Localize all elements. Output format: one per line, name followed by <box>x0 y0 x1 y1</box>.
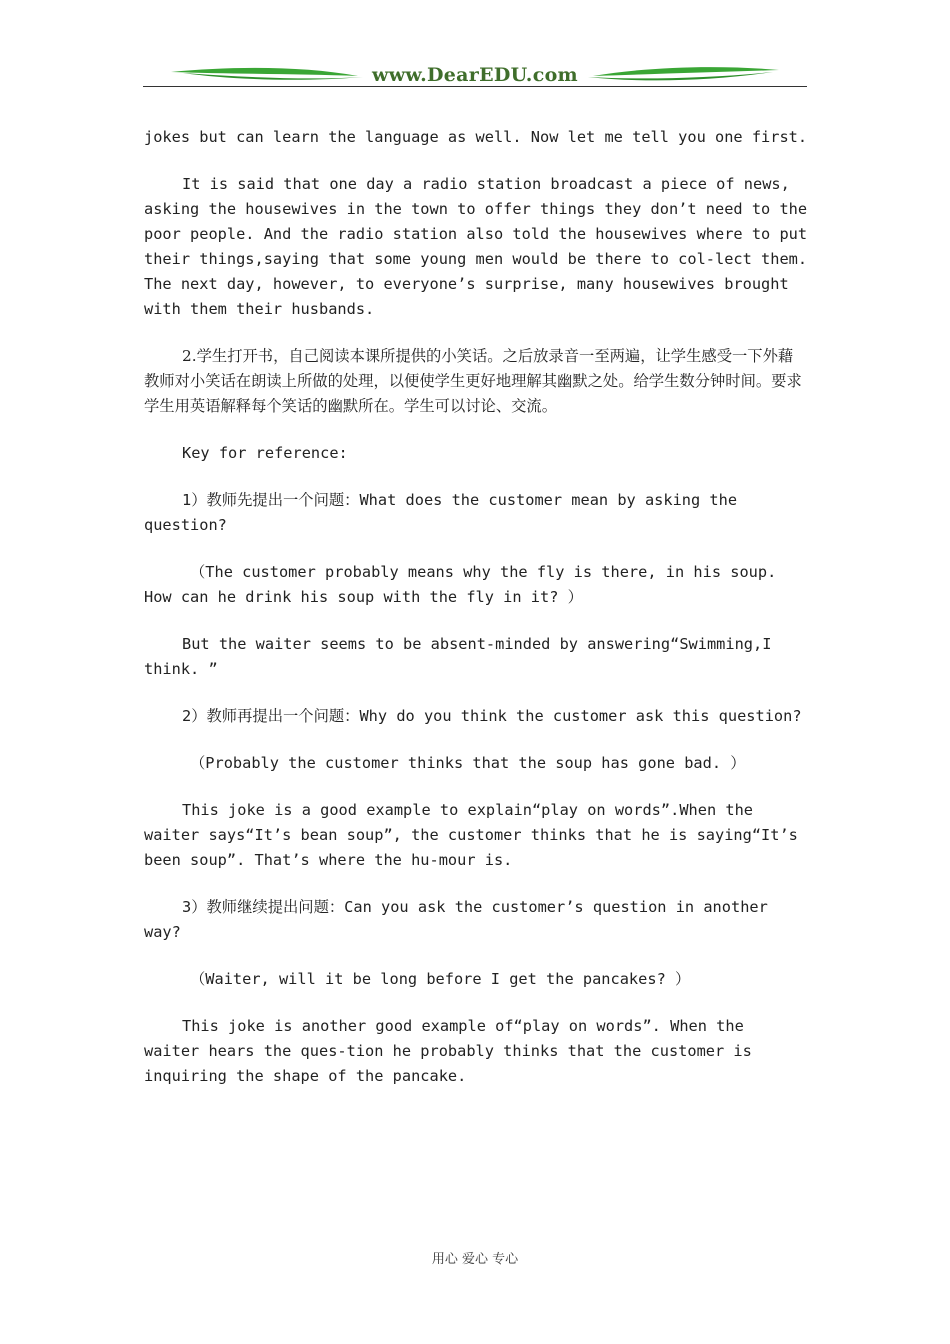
paragraph-answer-3: （Waiter, will it be long before I get the pancakes? ） <box>190 970 691 988</box>
paragraph-answer-1: （The customer probably means why the fly is there, in his soup. How can he drink his soup with the fly in it? ） <box>144 563 777 606</box>
paragraph-question-3: 3）教师继续提出问题：Can you ask the customer’s question in another way? <box>144 898 768 941</box>
paragraph-key-heading: Key for reference: <box>182 444 348 462</box>
page-header <box>143 62 807 92</box>
site-logo-text: www.DearEDU.com <box>372 64 578 86</box>
paragraph-question-2: 2）教师再提出一个问题：Why do you think the customer ask this question? <box>182 707 802 725</box>
paragraph-question-1: 1）教师先提出一个问题：What does the customer mean by asking the question? <box>144 491 738 534</box>
paragraph-answer-2: （Probably the customer thinks that the soup has gone bad. ） <box>190 754 746 772</box>
paragraph-bean-soup-explanation: This joke is a good example to explain“play on words”.When the waiter says“It’s bean soup”, the customer thinks that he is saying“It’s been soup”. That’s where the hu-mour is. <box>144 801 798 869</box>
paragraph-step-2: 2.学生打开书，自己阅读本课所提供的小笑话。之后放录音一至两遍，让学生感受一下外藉教师对小笑话在朗读上所做的处理，以便使学生更好地理解其幽默之处。给学生数分钟时间。要求学生用英语解释每个笑话的幽默所在。学生可以讨论、交流。 <box>144 347 802 415</box>
paragraph-waiter-swimming: But the waiter seems to be absent-minded by answering“Swimming,I think. ” <box>144 635 772 678</box>
header-divider <box>143 86 807 87</box>
document-body <box>144 125 808 1111</box>
paragraph-radio-joke: It is said that one day a radio station broadcast a piece of news, asking the housewives in the town to offer things they don’t need to the poor people. And the radio station also told the housewives where to put their things,saying that some young men would be there to col-lect them. The next day, however, to everyone’s surprise, many housewives brought with them their husbands. <box>144 175 808 318</box>
page-footer: 用心 爱心 专心 <box>431 1252 519 1267</box>
paragraph-intro-continuation: jokes but can learn the language as well. Now let me tell you one first. <box>144 128 808 146</box>
paragraph-pancake-explanation: This joke is another good example of“play on words”. When the waiter hears the ques-tion he probably thinks that the customer is inquiring the shape of the pancake. <box>144 1017 752 1085</box>
